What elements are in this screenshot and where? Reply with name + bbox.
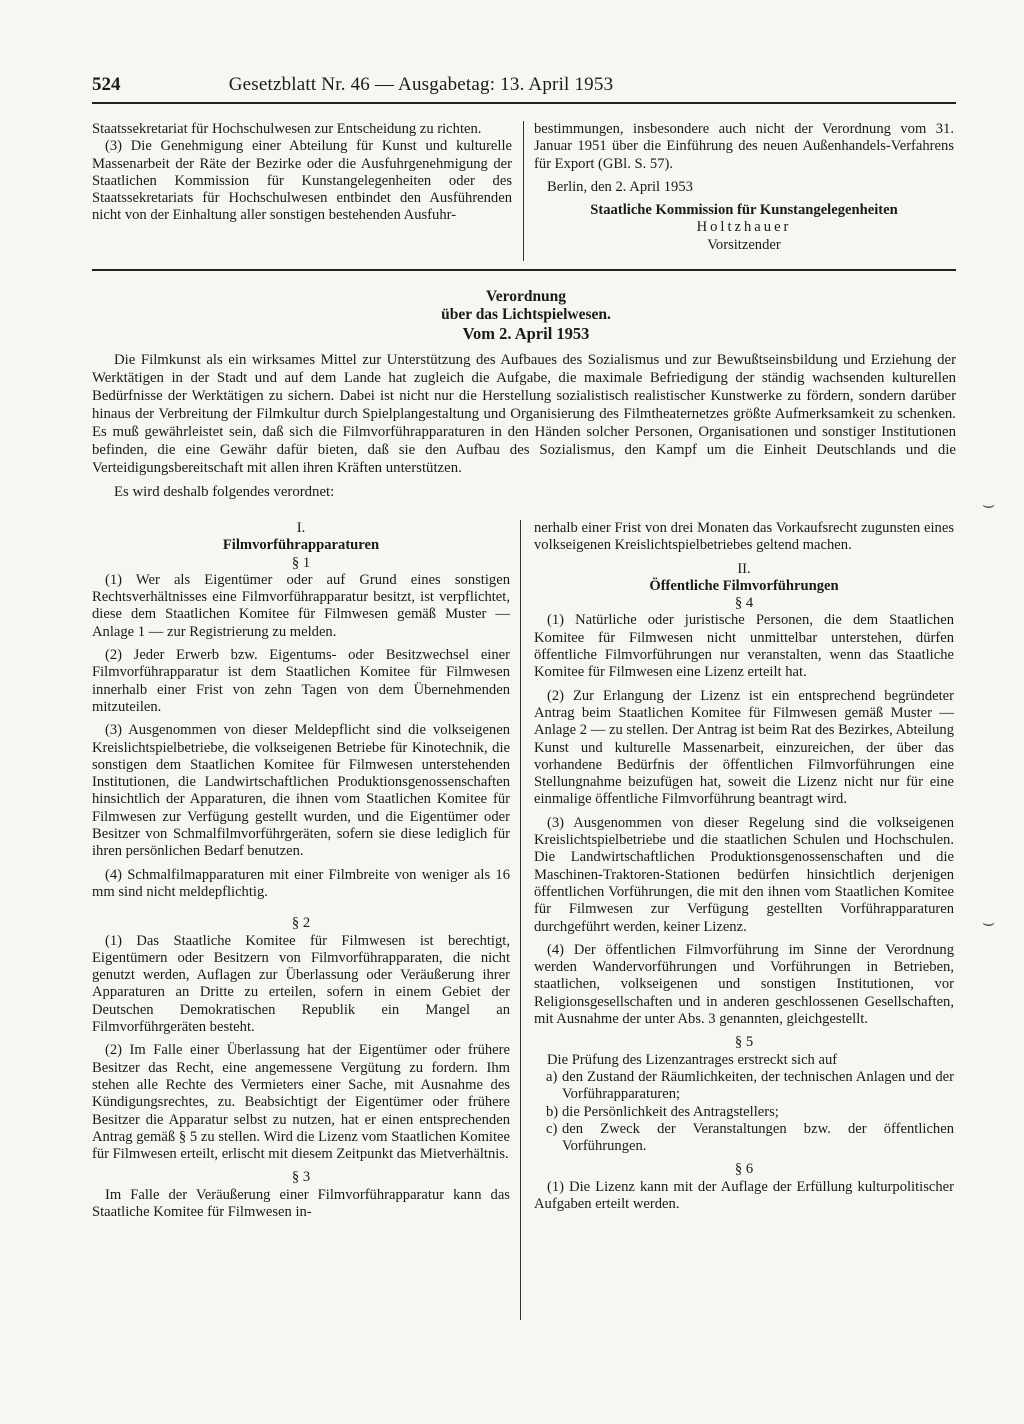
paragraph: (2) Im Falle einer Überlassung hat der Eigentümer oder frühere Besitzer das Recht, eine angemessene Vergütung zu fordern. Ihm stehen alle Rechte des Vermieters einer Sache, mit Ausnahme des Kündigungsrechtes, zu. Beabsichtigt der Eigentümer oder frühere Besitzer die Apparatur selbst zu nutzen, hat er einen entsprechenden Antrag gemäß § 5 zu stellen. Wird die Lizenz vom Staatlichen Komitee für Filmwesen erteilt, erlischt mit diesem Zeitpunkt das Mietverhältnis. — [92, 1042, 510, 1163]
paragraph: (1) Natürliche oder juristische Personen, die dem Staatlichen Komitee für Filmwesen nicht unmittelbar unterstehen, dürfen öffentliche Filmvorführungen nur veranstalten, wenn das Staatliche Komitee für Filmwesen eine Lizenz erteilt hat. — [534, 612, 954, 681]
section-number: § 1 — [291, 554, 311, 571]
prev-paragraph: (3) Die Genehmigung einer Abteilung für Kunst und kulturelle Massenarbeit der Räte der Bezirke oder die Ausfuhrgenehmigung der Staatlichen Kommission für Kunstangelegenheiten oder des Staatssekretariats für Hochschulwesen entbindet den Ausführenden nicht von der Einhaltung aller sonstigen bestehenden Ausfuhr- — [92, 138, 512, 224]
paragraph: (2) Jeder Erwerb bzw. Eigentums- oder Besitzwechsel einer Filmvorführapparatur ist dem Staatlichen Komitee für Filmwesen innerhalb einer Frist von zehn Tagen von dem Übernehmenden mitzuteilen. — [92, 647, 510, 715]
paragraph: (2) Zur Erlangung der Lizenz ist ein entsprechend begründeter Antrag beim Staatlichen Komitee für Filmwesen gemäß Muster — Anlage 2 — zu stellen. Der Antrag ist beim Rat des Bezirkes, Abteilung Kunst und kulturelle Massenarbeit, einzureichen, der über das vorhandene Bedürfnis der öffentlichen Filmvorführungen eine Stellungnahme beizufügen hat, soweit die Lizenz nicht nur für eine einmalige öffentliche Filmvorführung beantragt wird. — [534, 687, 954, 808]
preamble-text: Die Filmkunst als ein wirksames Mittel zur Unterstützung des Aufbaues des Sozialismus und zur Bewußtseinsbildung und Erziehung der Werktätigen in der Stadt und auf dem Lande hat zugleich die Aufgabe, die maximale Befriedigung der ständig wachsenden kulturellen Bedürfnisse der Werktätigen zu sichern. Dabei ist nicht nur die Herstellung sozialistisch realistischer Kunstwerke zu fördern, sondern darüber hinaus der Verbreitung der Filmkultur durch Spielplangestaltung und Organisierung des Filmtheaternetzes größte Aufmerksamkeit zu schenken. Es muß gewährleistet sein, daß sich die Filmvorführapparaturen in den Händen solcher Personen, Organisationen und sonstiger Institutionen befinden, die eine Gewähr dafür bieten, daß sie den Aufbau des Sozialismus, den Kampf um die Einheit Deutschlands und die Verteidigungsbereitschaft mit allen ihren Kräften unterstützen. — [92, 352, 956, 476]
signer-title: Vorsitzender — [707, 236, 781, 253]
paragraph: (3) Ausgenommen von dieser Regelung sind die volkseigenen Kreislichtspielbetriebe und die staatlichen Schulen und Hochschulen. Die Landwirtschaftlichen Produktionsgenossenschaften und die Maschinen-Traktoren-Stationen bedürfen hinsichtlich derjenigen öffentlichen Vorführungen, die mit den ihnen vom Staatlichen Komitee für Filmwesen zur Verfügung gestellten Vorführapparaturen durchgeführt werden, keiner Lizenz. — [534, 814, 954, 935]
preamble — [92, 351, 956, 501]
decree-date: Vom 2. April 1953 — [462, 324, 590, 343]
margin-mark: ⌣ — [982, 494, 996, 516]
section-number: § 4 — [734, 595, 754, 612]
decree-title — [92, 288, 960, 343]
main-left-column — [92, 520, 510, 1221]
column-divider — [520, 520, 521, 1320]
section-number: § 3 — [291, 1169, 311, 1186]
section-number: § 6 — [734, 1161, 754, 1178]
header-rule — [92, 102, 956, 104]
paragraph: (4) Schmalfilmapparaturen mit einer Filmbreite von weniger als 16 mm sind nicht meldepflichtig. — [92, 866, 510, 900]
part-number: I. — [296, 520, 306, 536]
section-number: § 5 — [734, 1034, 754, 1051]
page-header — [92, 74, 960, 100]
prev-paragraph: bestimmungen, insbesondere auch nicht der Verordnung vom 31. Januar 1951 über die Einführung des neuen Außenhandels-Verfahrens für Export (GBl. S. 57). — [534, 121, 954, 172]
part-heading: Filmvorführapparaturen — [222, 537, 380, 554]
main-right-column — [534, 520, 954, 1213]
decree-title-line: Verordnung — [485, 288, 567, 305]
page-number: 524 — [92, 74, 121, 95]
criteria-list — [534, 1069, 954, 1155]
paragraph: (1) Die Lizenz kann mit der Auflage der Erfüllung kulturpolitischer Aufgaben erteilt werden. — [534, 1178, 954, 1212]
part-number: II. — [737, 560, 751, 577]
decree-title-line: über das Lichtspielwesen. — [441, 306, 611, 323]
place-date: Berlin, den 2. April 1953 — [547, 178, 693, 195]
list-item: c) den Zweck der Veranstaltungen bzw. der öffentlichen Vorführungen. — [546, 1120, 954, 1155]
prev-right-column — [534, 121, 954, 254]
signer-name: Holtzhauer — [696, 219, 792, 236]
list-item: a) den Zustand der Räumlichkeiten, der technischen Anlagen und der Vorführapparaturen; — [546, 1068, 954, 1103]
paragraph: (1) Wer als Eigentümer oder auf Grund eines sonstigen Rechtsverhältnisses eine Filmvorführapparatur besitzt, ist verpflichtet, diese dem Staatlichen Komitee für Filmwesen gemäß Muster — Anlage 1 — zur Registrierung zu melden. — [92, 571, 510, 640]
section-number: § 2 — [291, 915, 311, 932]
ordered-line: Es wird deshalb folgendes verordnet: — [114, 484, 335, 500]
section-rule — [92, 269, 956, 271]
prev-left-column — [92, 121, 512, 225]
part-heading: Öffentliche Filmvorführungen — [649, 577, 839, 594]
paragraph: Im Falle der Veräußerung einer Filmvorführapparatur kann das Staatliche Komitee für Filmwesen in- — [92, 1186, 510, 1220]
paragraph: nerhalb einer Frist von drei Monaten das Vorkaufsrecht zugunsten eines volkseigenen Kreislichtspielbetriebes geltend machen. — [534, 520, 954, 554]
paragraph: Die Prüfung des Lizenzantrages erstreckt sich auf — [547, 1051, 838, 1068]
paragraph: (4) Der öffentlichen Filmvorführung im Sinne der Verordnung werden Wandervorführungen und Vorführungen in Betrieben, staatlichen, volkseigenen und sonstigen Institutionen, vor Religionsgesellschaften und in anderen geschlossenen Gesellschaften, mit Ausnahme der unter Abs. 3 genannten, gleichgestellt. — [534, 941, 954, 1028]
issuing-authority: Staatliche Kommission für Kunstangelegenheiten — [590, 202, 898, 219]
list-item: b) die Persönlichkeit des Antragstellers; — [546, 1103, 779, 1120]
paragraph: (1) Das Staatliche Komitee für Filmwesen ist berechtigt, Eigentümern oder Besitzern von Filmvorführapparaten, die nicht genutzt werden, Auflagen zur Überlassung oder Veräußerung ihrer Apparaturen an Dritte zu erteilen, sofern in einem Gebiet der Deutschen Demokratischen Republik ein Mangel an Filmvorführgeräten besteht. — [92, 932, 510, 1036]
prev-paragraph: Staatssekretariat für Hochschulwesen zur Entscheidung zu richten. — [92, 121, 482, 137]
paragraph: (3) Ausgenommen von dieser Meldepflicht sind die volkseigenen Kreislichtspielbetriebe, die volkseigenen Betriebe für Kinotechnik, die sonstigen dem Staatlichen Komitee für Filmwesen unterstehenden Institutionen, die Landwirtschaftlichen Produktionsgenossenschaften hinsichtlich der Apparaturen, die ihnen vom Staatlichen Komitee für Filmwesen zur Verfügung gestellt wurden, und die Eigentümer oder Besitzer von Schmalfilmvorführgeräten, sofern sie diese lediglich für ihren persönlichen Bedarf benutzen. — [92, 722, 510, 860]
gazette-title: Gesetzblatt Nr. 46 — Ausgabetag: 13. April 1953 — [228, 74, 614, 95]
column-divider — [523, 121, 524, 261]
margin-mark: ⌣ — [982, 912, 996, 934]
